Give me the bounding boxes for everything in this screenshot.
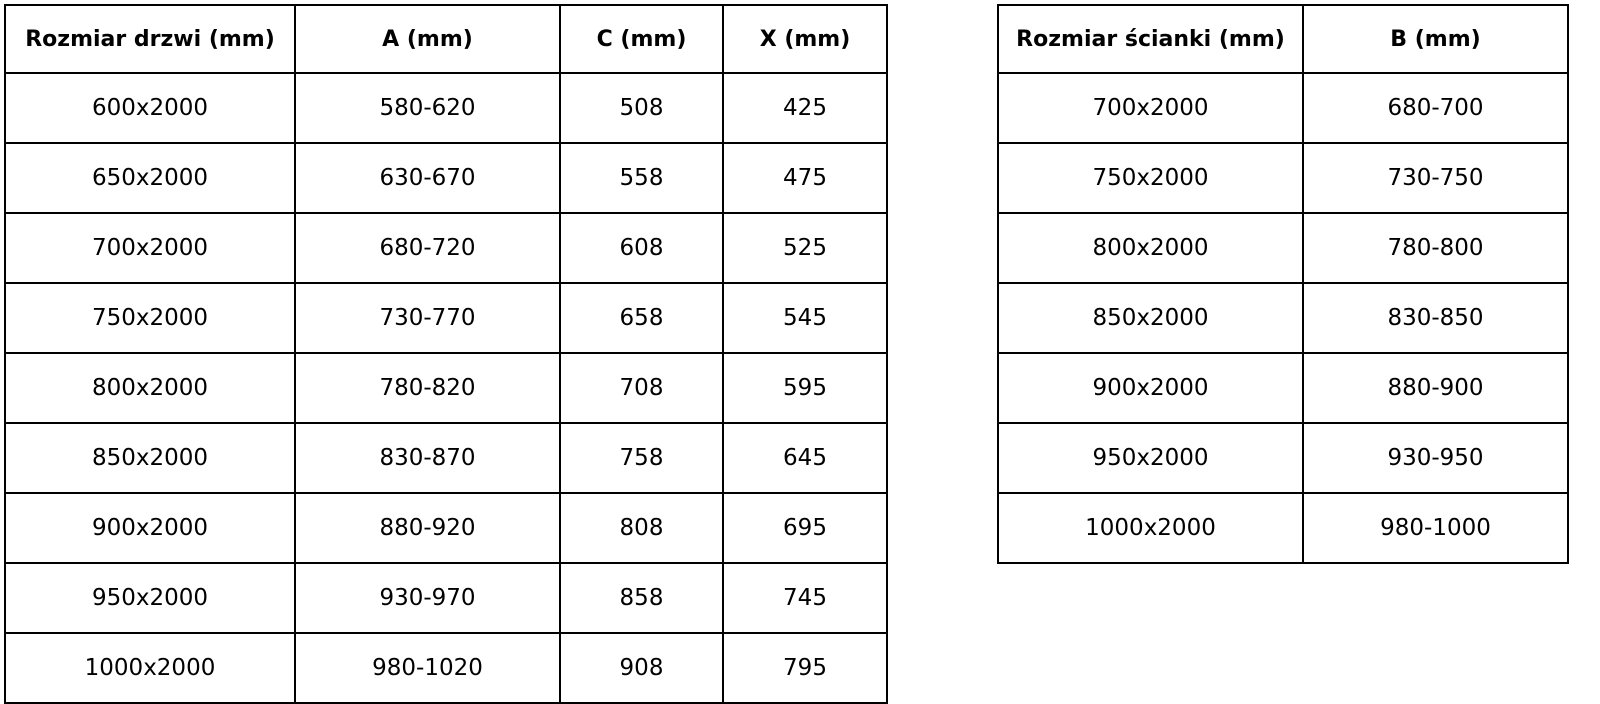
cell-x: 525	[723, 213, 887, 283]
cell-x: 695	[723, 493, 887, 563]
table-row	[998, 213, 1568, 283]
cell-x: 475	[723, 143, 887, 213]
table-row	[5, 633, 887, 703]
cell-b: 980-1000	[1303, 493, 1568, 563]
cell-door-size: 800x2000	[5, 353, 295, 423]
cell-c: 508	[560, 73, 723, 143]
cell-wall-size: 1000x2000	[998, 493, 1303, 563]
cell-c: 558	[560, 143, 723, 213]
wall-table-header	[998, 5, 1568, 73]
table-row	[998, 353, 1568, 423]
table-row	[998, 493, 1568, 563]
cell-wall-size: 850x2000	[998, 283, 1303, 353]
cell-x: 745	[723, 563, 887, 633]
cell-c: 608	[560, 213, 723, 283]
cell-x: 595	[723, 353, 887, 423]
table-row	[5, 493, 887, 563]
door-table-header	[5, 5, 887, 73]
cell-door-size: 900x2000	[5, 493, 295, 563]
column-header-c: C (mm)	[560, 5, 723, 73]
cell-wall-size: 800x2000	[998, 213, 1303, 283]
table-header-row	[998, 5, 1568, 73]
cell-a: 680-720	[295, 213, 560, 283]
cell-door-size: 1000x2000	[5, 633, 295, 703]
cell-x: 545	[723, 283, 887, 353]
cell-b: 780-800	[1303, 213, 1568, 283]
wall-table-body	[998, 73, 1568, 563]
wall-size-table	[997, 4, 1569, 564]
cell-c: 908	[560, 633, 723, 703]
table-row	[5, 563, 887, 633]
cell-door-size: 850x2000	[5, 423, 295, 493]
table-row	[998, 283, 1568, 353]
cell-door-size: 700x2000	[5, 213, 295, 283]
cell-door-size: 600x2000	[5, 73, 295, 143]
cell-a: 780-820	[295, 353, 560, 423]
column-header-b: B (mm)	[1303, 5, 1568, 73]
table-row	[998, 423, 1568, 493]
cell-a: 580-620	[295, 73, 560, 143]
cell-wall-size: 700x2000	[998, 73, 1303, 143]
table-row	[5, 423, 887, 493]
door-table-body	[5, 73, 887, 703]
column-header-door-size: Rozmiar drzwi (mm)	[5, 5, 295, 73]
cell-b: 830-850	[1303, 283, 1568, 353]
cell-x: 425	[723, 73, 887, 143]
cell-x: 795	[723, 633, 887, 703]
cell-wall-size: 950x2000	[998, 423, 1303, 493]
cell-c: 758	[560, 423, 723, 493]
cell-b: 880-900	[1303, 353, 1568, 423]
column-header-x: X (mm)	[723, 5, 887, 73]
cell-c: 708	[560, 353, 723, 423]
cell-c: 858	[560, 563, 723, 633]
table-row	[5, 73, 887, 143]
cell-x: 645	[723, 423, 887, 493]
table-row	[5, 283, 887, 353]
column-header-wall-size: Rozmiar ścianki (mm)	[998, 5, 1303, 73]
cell-a: 730-770	[295, 283, 560, 353]
cell-wall-size: 750x2000	[998, 143, 1303, 213]
table-row	[998, 143, 1568, 213]
cell-c: 808	[560, 493, 723, 563]
cell-b: 730-750	[1303, 143, 1568, 213]
cell-a: 630-670	[295, 143, 560, 213]
cell-a: 880-920	[295, 493, 560, 563]
table-header-row	[5, 5, 887, 73]
cell-door-size: 750x2000	[5, 283, 295, 353]
table-row	[5, 143, 887, 213]
cell-a: 930-970	[295, 563, 560, 633]
table-row	[998, 73, 1568, 143]
cell-b: 930-950	[1303, 423, 1568, 493]
cell-c: 658	[560, 283, 723, 353]
cell-b: 680-700	[1303, 73, 1568, 143]
cell-a: 980-1020	[295, 633, 560, 703]
column-header-a: A (mm)	[295, 5, 560, 73]
cell-a: 830-870	[295, 423, 560, 493]
cell-wall-size: 900x2000	[998, 353, 1303, 423]
door-size-table	[4, 4, 888, 704]
table-row	[5, 213, 887, 283]
table-row	[5, 353, 887, 423]
cell-door-size: 650x2000	[5, 143, 295, 213]
cell-door-size: 950x2000	[5, 563, 295, 633]
